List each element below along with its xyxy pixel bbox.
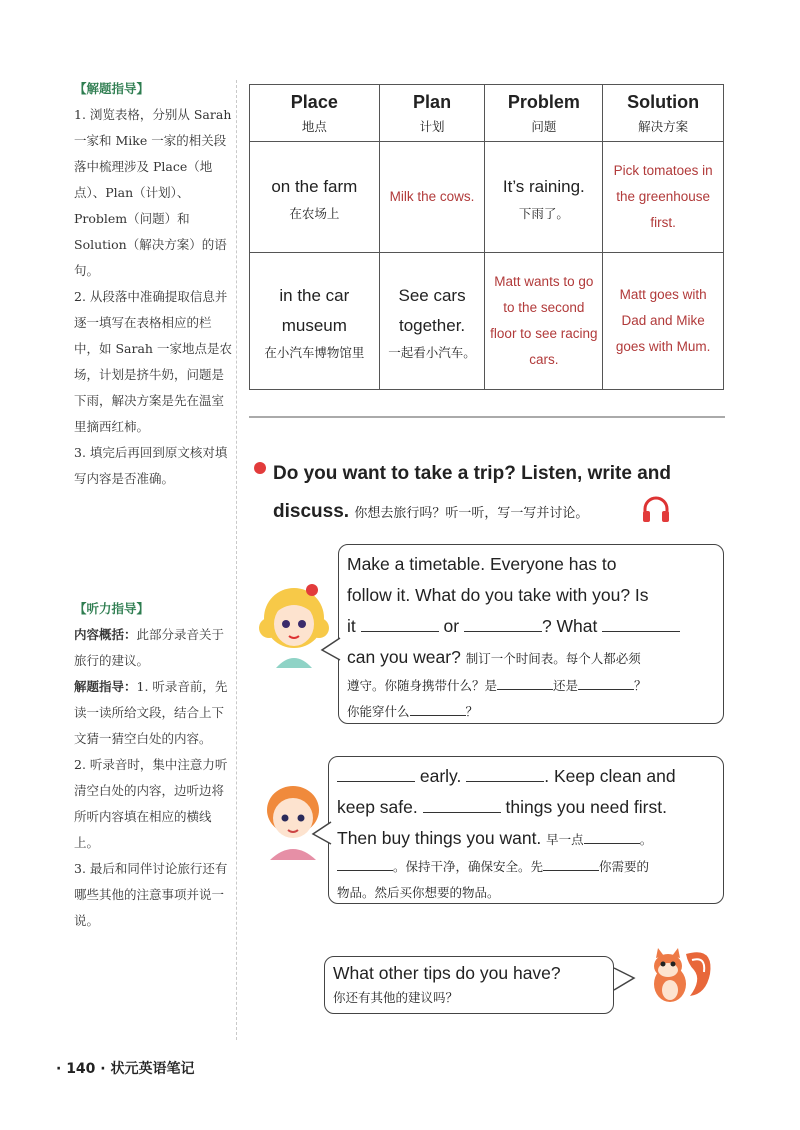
listen-solve-label: 解题指导： [74,679,137,694]
bubble1-line4: can you wear? 制订一个时间表。每个人都必须 [347,647,641,667]
sidebar-divider [236,80,237,1040]
solve-step-2: 2. 从段落中准确提取信息并逐一填写在表格相应的栏中，如 Sarah 一家地点是农场，计划是挤牛奶，问题是下雨，解决方案是先在温室里摘西红柿。 [74,289,232,434]
bubble2-line5: 物品。然后买你想要的物品。 [337,885,500,900]
bubble1-tail [320,636,342,666]
answer-blank[interactable] [578,677,634,690]
answer-blank[interactable] [410,703,466,716]
listen-step-1-text: 1. 听录音前，先读一读所给文段，结合上下文猜一猜空白处的内容。 [74,679,228,746]
answer-blank[interactable] [464,617,542,632]
section-divider [249,416,725,418]
cell-problem-answer[interactable]: Matt wants to go to the second floor to see racing cars. [485,253,603,390]
cell-problem: It’s raining. 下雨了。 [485,142,603,253]
bubble3-tail [612,966,636,996]
bubble2-line4: 。保持干净，确保安全。先 你需要的 [337,854,715,880]
answer-blank[interactable] [466,767,544,782]
answer-blank[interactable] [361,617,439,632]
cell-solution-answer[interactable]: Pick tomatoes in the greenhouse first. [603,142,724,253]
header-solution: Solution 解决方案 [603,85,724,142]
answer-blank[interactable] [337,767,415,782]
solve-step-3: 3. 填完后再回到原文核对填写内容是否准确。 [74,445,228,486]
bubble1-line6: 你能穿什么 ？ [347,704,479,719]
cell-solution-answer[interactable]: Matt goes with Dad and Mike goes with Mum. [603,253,724,390]
answer-blank[interactable] [584,831,640,844]
speech-bubble-2 [328,756,724,904]
header-place: Place 地点 [250,85,380,142]
speech-bubble-1 [338,544,724,724]
listen-step-2: 2. 听录音时，集中注意力听清空白处的内容，边听边将所听内容填在相应的横线上。 [74,757,228,850]
content-summary [74,622,232,674]
headphones-icon[interactable] [640,494,672,524]
cell-plan-answer[interactable]: Milk the cows. [379,142,485,253]
bubble1-line3: it or ? What [347,611,715,642]
table-header-row [250,85,724,142]
listening-guide [74,596,232,934]
trip-table [249,84,724,390]
bubble1-line2: follow it. What do you take with you? Is [347,585,649,605]
heading-en: Do you want to take a trip? Listen, write and discuss. [273,463,671,522]
bubble3-question-zh: 你还有其他的建议吗？ [333,990,459,1005]
content-label: 内容概括： [74,627,137,642]
heading-zh: 你想去旅行吗？听一听，写一写并讨论。 [354,506,589,521]
speech-bubble-3 [324,956,614,1014]
answer-blank[interactable] [497,677,553,690]
bubble2-line2: keep safe. things you need first. [337,797,667,817]
header-plan: Plan 计划 [379,85,485,142]
cell-plan: See cars together. 一起看小汽车。 [379,253,485,390]
bubble1-line5: 遵守。你随身携带什么？是 还是 ？ [347,678,647,693]
listening-guide-title: 【听力指导】 [74,601,150,616]
bubble2-tail [311,820,333,850]
page-footer [56,1058,194,1078]
bubble2-line1: early. . Keep clean and [337,761,715,792]
listen-step-3: 3. 最后和同伴讨论旅行还有哪些其他的注意事项并说一说。 [74,861,228,928]
book-title: 状元英语笔记 [110,1061,195,1077]
bubble1-line1: Make a timetable. Everyone has to [347,554,617,574]
solve-guide [74,76,232,492]
header-problem: Problem 问题 [485,85,603,142]
solve-step-1: 1. 浏览表格，分别从 Sarah 一家和 Mike 一家的相关段落中梳理涉及 Place（地点）、Plan（计划）、Problem（问题）和 Solution（解决方案）的语句。 [74,107,232,278]
table-row [250,142,724,253]
answer-blank[interactable] [602,617,680,632]
squirrel-mascot [640,944,716,1008]
cell-place: in the car museum 在小汽车博物馆里 [250,253,380,390]
cell-place: on the farm 在农场上 [250,142,380,253]
bubble2-line3: Then buy things you want. 早一点 。 [337,828,653,848]
table-row [250,253,724,390]
content-text: 此部分录音关于旅行的建议。 [74,627,225,668]
bullet-dot-icon [254,462,266,474]
bubble3-question: What other tips do you have? [333,963,561,983]
answer-blank[interactable] [423,798,501,813]
page-number: · 140 · [56,1061,106,1077]
answer-blank[interactable] [543,858,599,871]
listen-step-1 [74,674,232,752]
solve-guide-title: 【解题指导】 [74,81,150,96]
answer-blank[interactable] [337,858,393,871]
